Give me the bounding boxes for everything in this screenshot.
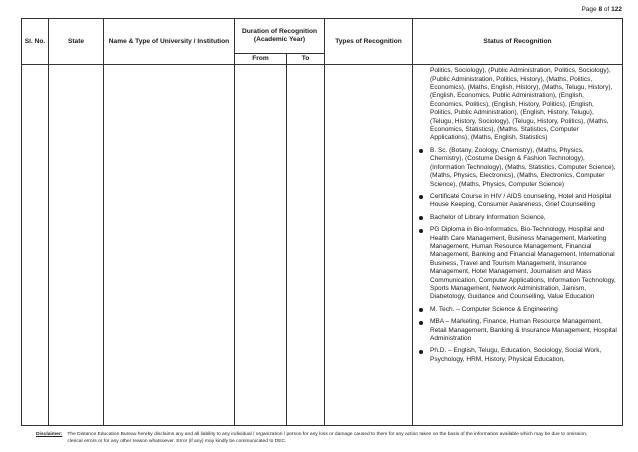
header-to: To — [287, 54, 325, 65]
page-current: 8 — [598, 6, 603, 13]
status-item — [417, 347, 618, 364]
disclaimer-text: The Distance Education Bureau hereby disclaims any and all liability to any individual / organization / person for any loss or damage caused to them for any action taken on the basis of the information available which may be due to omission, clerical errors or for any other reason whatsoever. Error (if any) may kindly be communicated to DEC. — [67, 432, 588, 444]
header-sl-no: Sl. No. — [22, 19, 49, 65]
status-item — [417, 306, 618, 314]
status-item — [417, 193, 618, 210]
header-types: Types of Recognition — [325, 19, 413, 65]
header-from: From — [235, 54, 287, 65]
page-total: 122 — [611, 6, 622, 13]
status-item-text: MBA – Marketing, Finance, Human Resource Management, Retail Management, Banking & Insurance Management, Hospital Administration — [430, 318, 617, 343]
header-name-type: Name & Type of University / Institution — [104, 19, 235, 65]
page-number — [581, 6, 622, 13]
bullet-icon — [419, 229, 423, 233]
bullet-icon — [419, 216, 423, 220]
header-state: State — [49, 19, 104, 65]
status-item-text: Bachelor of Library Information Science, — [430, 213, 546, 221]
table-row — [22, 65, 623, 426]
cell-status — [413, 65, 623, 426]
disclaimer-label: Disclaimer: — [36, 432, 63, 437]
disclaimer — [36, 431, 596, 445]
bullet-icon — [419, 308, 423, 312]
bullet-icon — [419, 321, 423, 325]
header-status: Status of Recognition — [413, 19, 623, 65]
cell-sl-no — [22, 65, 49, 426]
status-item — [417, 214, 618, 222]
cell-name-type — [104, 65, 235, 426]
cell-to — [287, 65, 325, 426]
bullet-icon — [419, 149, 423, 153]
cell-types — [325, 65, 413, 426]
page-prefix: Page — [581, 6, 599, 13]
page-separator: of — [602, 6, 612, 13]
cell-state — [49, 65, 104, 426]
cell-from — [235, 65, 287, 426]
status-item-text: M. Tech. – Computer Science & Engineering — [430, 305, 558, 313]
status-item-text: B. Sc. (Botany, Zoology, Chemistry), (Maths, Physics, Chemistry), (Costume Design & Fashion Technology), (Information Technology), (Maths, Statistics, Computer Science), (Maths, Physics, Electronics), (Maths, Electronics, Computer Science), (Maths, Physics, Computer Science) — [430, 146, 616, 188]
status-item — [417, 147, 618, 189]
header-duration: Duration of Recognition (Academic Year) — [235, 19, 325, 54]
status-item-text: Certificate Course in HIV / AIDS counseling, Hotel and Hospital House Keeping, Consumer Awareness, Grief Counselling — [430, 192, 612, 209]
recognition-table — [21, 18, 623, 426]
status-item-text: PG Diploma in Bio-Informatics, Bio-Technology, Hospital and Health Care Management, Business Management, Marketing Management, Human Resource Management, Financial Management, Banking and Financial Management, International Business, Travel and Tourism Management, Insurance Management, Hotel Management, Journalism and Mass Communication, Computer Applications, Information Technology, Sports Management, Network Administration, Jainism, Diabetology, Guidance and Counselling, Value Education — [430, 226, 616, 301]
status-continuation: Politics, Sociology), (Public Administration, Politics, Sociology), (Public Administration, Politics, History), (Maths, Politics, Economics), (Maths, English, History), (Maths, Telugu, History), (English, Economics, Public Administration), (English, Economics, Politics), (English, History, Politics), (English, Politics, Public Administration), (English, History, Telugu), (Telugu, History, Sociology), (Telugu, History, Politics), (Maths, Economics, Statistics), (Maths, Statistics, Computer Applications), (Maths, English, Statistics) — [430, 67, 613, 142]
bullet-icon — [419, 350, 423, 354]
status-item-text: Ph.D. – English, Telugu, Education, Sociology, Social Work, Psychology, HRM, History, Physical Education, — [430, 347, 602, 363]
bullet-icon — [419, 195, 423, 199]
status-item — [417, 226, 618, 302]
status-item — [417, 318, 618, 343]
